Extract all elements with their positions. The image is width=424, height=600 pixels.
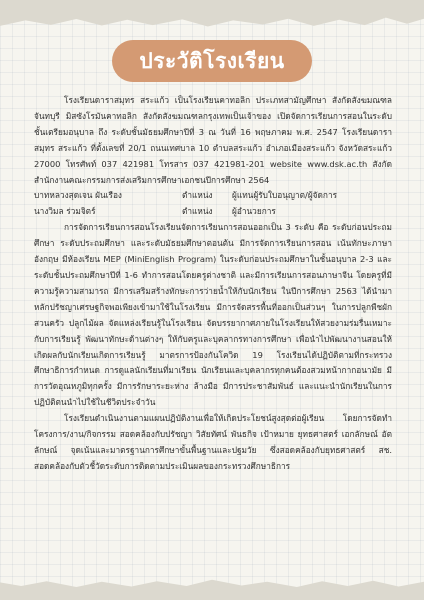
staff-role: ผู้แทนผู้รับใบอนุญาต/ผู้จัดการ [232, 190, 338, 201]
operations-paragraph: โรงเรียนดำเนินงานตามแผนปฏิบัติงานเพื่อให้เกิดประโยชน์สูงสุดต่อผู้เรียน โดยการจัดทำโครงการ/งาน/กิจกรรม สอดคล้องกับปรัชญา วิสัยทัศน์ พันธกิจ เป้าหมาย ยุทธศาสตร์ เอกลักษณ์ อัตลักษณ์ จุดเน้นและมาตรฐานการศึกษาขั้นพื้นฐานและปฐมวัย ซึ่งสอดคล้องกับยุทธศาสตร์ สช. สอดคล้องกับตัวชี้วัดระดับการติดตามประเมินผลของกระทรวงศึกษาธิการ [34, 413, 392, 471]
torn-paper-top [0, 0, 424, 34]
title-banner [112, 40, 312, 82]
staff-role-label: ตำแหน่ง [182, 206, 213, 217]
torn-paper-bottom [0, 574, 424, 600]
staff-role-label: ตำแหน่ง [182, 190, 213, 201]
staff-name: บาทหลวงสุดเจน ผันเรือง [34, 190, 122, 201]
history-content [34, 93, 392, 475]
staff-row-director [34, 204, 392, 220]
staff-row-manager [34, 188, 392, 204]
staff-name: นางวิมล ร่วมจิตร์ [34, 206, 96, 217]
staff-role: ผู้อำนวยการ [232, 206, 276, 217]
page-title: ประวัติโรงเรียน [139, 48, 285, 73]
intro-paragraph: โรงเรียนดาราสมุทร สระแก้ว เป็นโรงเรียนคาทอลิก ประเภทสามัญศึกษา สังกัดสังฆมณฑล จันทบุรี มิสซังโรมันคาทอลิก สังกัดสังฆมณฑลกรุงเทพเป็นเจ้าของ เปิดจัดการเรียนการสอนในระดับชั้นเตรียมอนุบาล ถึง ระดับชั้นมัธยมศึกษาปีที่ 3 ณ วันที่ 16 พฤษภาคม พ.ศ. 2547 โรงเรียนดาราสมุทร สระแก้ว ที่ตั้งเลขที่ 20/1 ถนนเทศบาล 10 ตำบลสระแก้ว อำเภอเมืองสระแก้ว จังหวัดสระแก้ว 27000 โทรศัพท์ 037 421981 โทรสาร 037 421981-201 website www.dsk.ac.th สังกัดสำนักงานคณะกรรมการส่งเสริมการศึกษาเอกชนปีการศึกษา 2564 [34, 95, 392, 185]
teaching-paragraph: การจัดการเรียนการสอนโรงเรียนจัดการเรียนการสอนออกเป็น 3 ระดับ คือ ระดับก่อนประถมศึกษา ระดับประถมศึกษา และระดับมัธยมศึกษาตอนต้น มีการจัดการเรียนการสอน เน้นทักษะภาษาอังกฤษ มีห้องเรียน MEP (MiniEnglish Program) ในระดับก่อนประถมศึกษาในชั้นอนุบาล 2-3 และระดับชั้นประถมศึกษาปีที่ 1-6 ทำการสอนโดยครูต่างชาติ และมีการเรียนการสอนภาษาจีน โดยครูที่มีความรู้ความสามารถ มีการเสริมสร้างทักษะการว่ายน้ำให้กับนักเรียน ในปีการศึกษา 2563 ได้นำมาหลักปรัชญาเศรษฐกิจพอเพียงเข้ามาใช้ในโรงเรียน มีการจัดสรรพื้นที่ออกเป็นส่วนๆ ในการปลูกพืชผักสวนครัว ปลูกไม้ผล จัดแหล่งเรียนรู้ในโรงเรียน จัดบรรยากาศภายในโรงเรียนให้สวยงามร่มรื่นเหมาะกับการเรียนรู้ พัฒนาทักษะด้านต่างๆ ให้กับครูและบุคลากรทางการศึกษา เพื่อนำไปพัฒนางานสอนให้เกิดผลกับนักเรียนเกิดการเรียนรู้ มาตรการป้องกันโควิด 19 โรงเรียนได้ปฏิบัติตามที่กระทรวงศึกษาธิการกำหนด การดูแลนักเรียนที่มาเรียน นักเรียนและบุคลากรทุกคนต้องสวมหน้ากากอนามัย มีการวัดอุณหภูมิทุกครั้ง มีการรักษาระยะห่าง ล้างมือ มีการประชาสัมพันธ์ และแนะนำนักเรียนในการปฏิบัติตนนำไปใช้ในชีวิตประจำวัน [34, 222, 392, 408]
